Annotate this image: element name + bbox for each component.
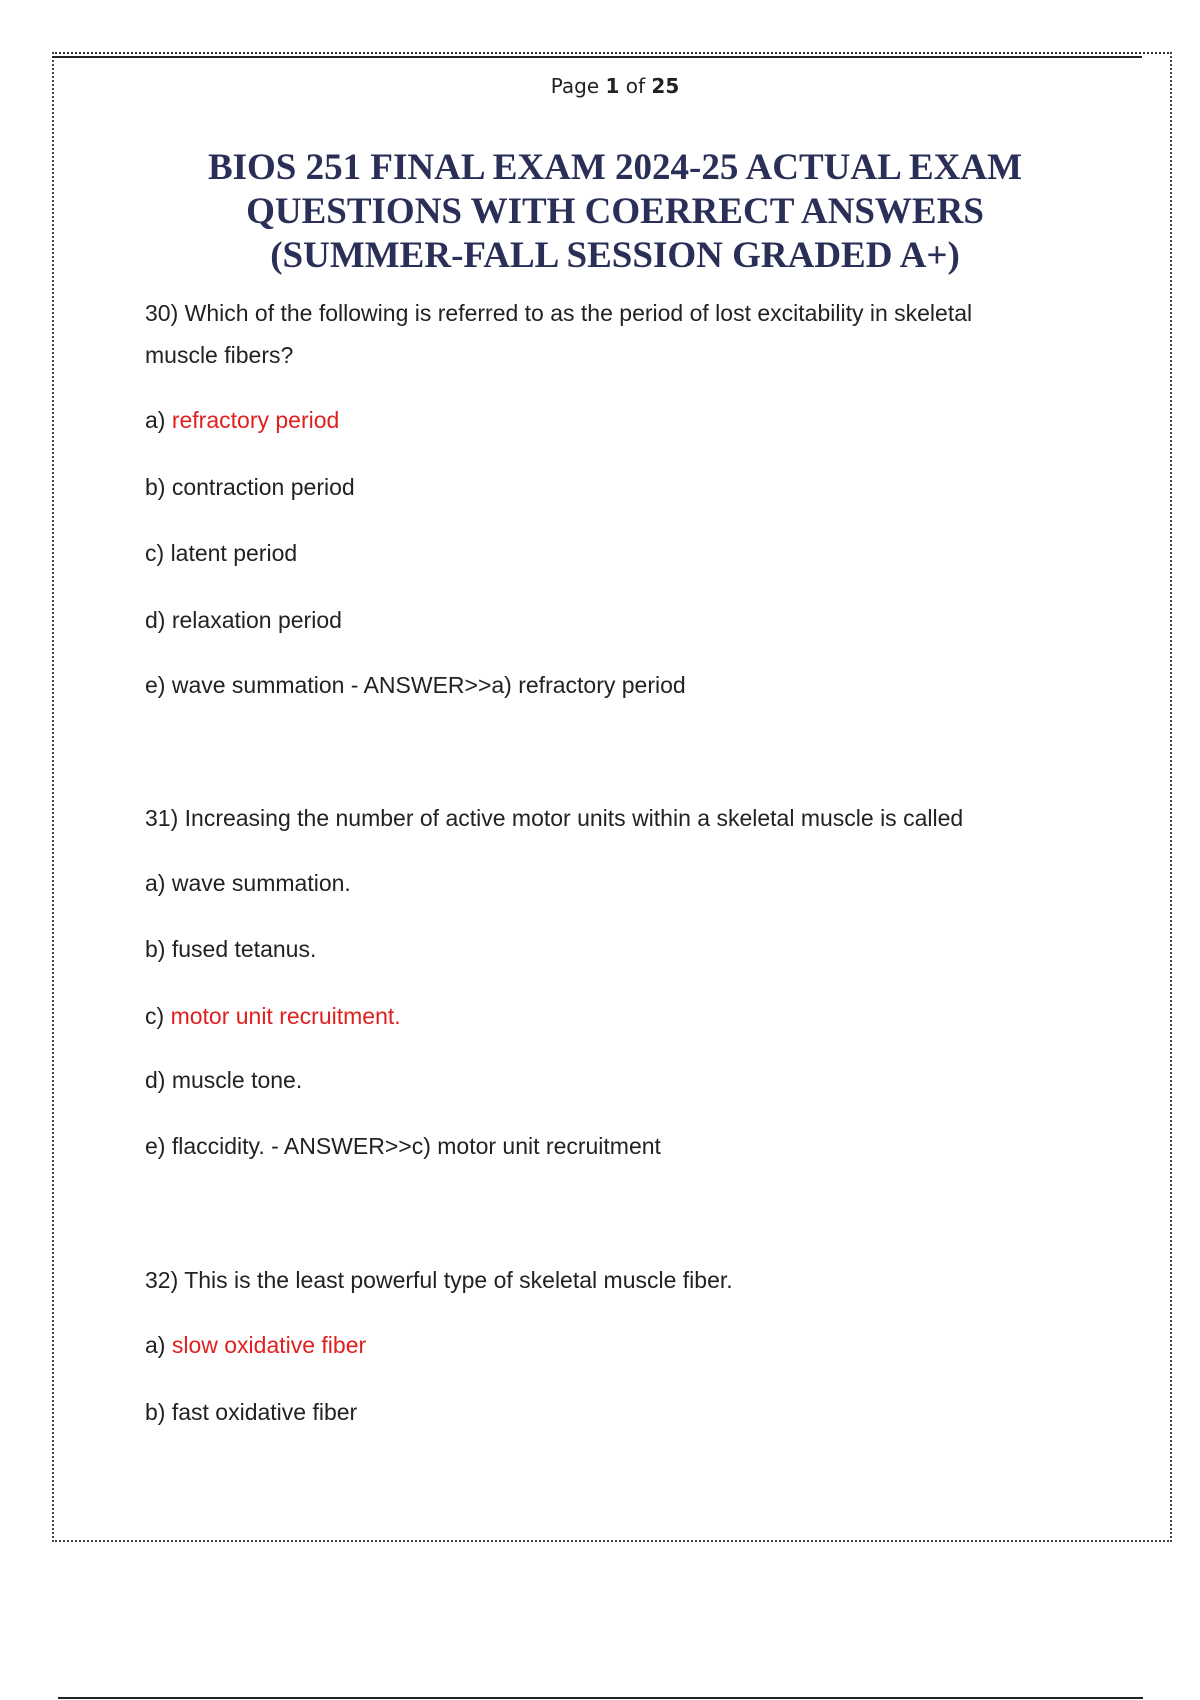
option-text-correct: refractory period bbox=[171, 407, 340, 433]
option-letter: a) bbox=[145, 407, 166, 433]
option-text: fast oxidative fiber bbox=[171, 1399, 358, 1425]
page-label: Page bbox=[550, 74, 600, 98]
page-counter bbox=[0, 74, 1200, 98]
question-30-option-d bbox=[145, 605, 1045, 635]
question-30-option-a bbox=[145, 405, 1045, 435]
option-text: fused tetanus. bbox=[171, 936, 317, 962]
page-total: 25 bbox=[651, 74, 680, 98]
question-31-option-a bbox=[145, 868, 1045, 898]
question-30-option-e bbox=[145, 670, 1045, 700]
option-letter: b) bbox=[145, 1399, 166, 1425]
option-text: relaxation period bbox=[171, 607, 342, 633]
footer-rule bbox=[58, 1697, 1143, 1699]
title-line-3: (SUMMER-FALL SESSION GRADED A+) bbox=[270, 235, 960, 276]
question-31-option-b bbox=[145, 934, 1045, 964]
question-31-option-e bbox=[145, 1131, 1045, 1161]
option-text: muscle tone. bbox=[171, 1067, 303, 1093]
question-32-option-b bbox=[145, 1397, 1045, 1427]
option-letter: b) bbox=[145, 936, 166, 962]
option-text: contraction period bbox=[171, 474, 355, 500]
question-31-option-d bbox=[145, 1065, 1045, 1095]
option-text: wave summation. bbox=[171, 870, 351, 896]
option-letter: a) bbox=[145, 1332, 166, 1358]
question-31-stem: 31) Increasing the number of active motor units within a skeletal muscle is called bbox=[145, 805, 964, 831]
option-text: flaccidity. - ANSWER>>c) motor unit recruitment bbox=[171, 1133, 661, 1159]
option-letter: a) bbox=[145, 870, 166, 896]
header-rule bbox=[52, 56, 1142, 58]
question-30-option-b bbox=[145, 472, 1045, 502]
option-text: latent period bbox=[170, 540, 298, 566]
option-text: wave summation - ANSWER>>a) refractory period bbox=[171, 672, 686, 698]
document-title bbox=[140, 146, 1090, 278]
page-of: of bbox=[625, 74, 646, 98]
question-30-option-c bbox=[145, 538, 1045, 568]
option-letter: e) bbox=[145, 1133, 166, 1159]
option-letter: c) bbox=[145, 540, 165, 566]
option-letter: d) bbox=[145, 607, 166, 633]
option-text-correct: motor unit recruitment. bbox=[170, 1003, 401, 1029]
question-31-option-c bbox=[145, 1001, 1045, 1031]
option-letter: d) bbox=[145, 1067, 166, 1093]
page-current: 1 bbox=[605, 74, 620, 98]
option-letter: c) bbox=[145, 1003, 165, 1029]
title-line-2: QUESTIONS WITH COERRECT ANSWERS bbox=[246, 191, 984, 232]
question-32-option-a bbox=[145, 1330, 1045, 1360]
title-line-1: BIOS 251 FINAL EXAM 2024-25 ACTUAL EXAM bbox=[207, 147, 1023, 188]
option-letter: e) bbox=[145, 672, 166, 698]
question-32-stem: 32) This is the least powerful type of skeletal muscle fiber. bbox=[145, 1267, 733, 1293]
question-30-stem: 30) Which of the following is referred to as the period of lost excitability in skeletal muscle fibers? bbox=[145, 300, 973, 368]
option-letter: b) bbox=[145, 474, 166, 500]
option-text-correct: slow oxidative fiber bbox=[171, 1332, 367, 1358]
